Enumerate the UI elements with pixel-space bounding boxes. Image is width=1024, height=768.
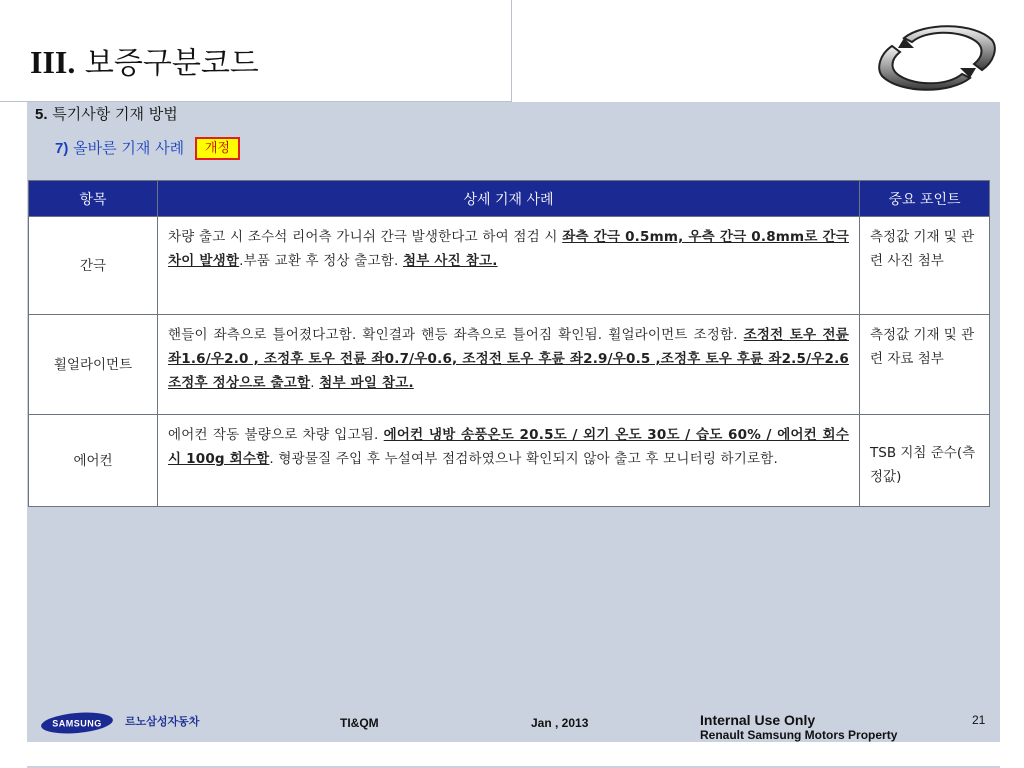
detail-emphasis: 조정전 토우 전륜 좌1.6/우2.0 , 조정후 토우 전륜 좌0.7/우0.6, 조정전 토우 후륜 좌2.9/우0.5 ,조정후 토우 후륜 좌2.5/우2.6 조정후 정상으로 출고함 [168,327,849,391]
detail-text: .부품 교환 후 정상 출고함. [239,253,403,269]
renault-samsung-emblem-icon [874,18,1000,98]
footer-dept: TI&QM [340,716,379,730]
detail-text: 핸들이 좌측으로 틀어졌다고함. 확인결과 핸등 좌측으로 틀어짐 확인됨. 휠얼라이먼트 조정함. [168,327,744,343]
table-row [29,415,990,507]
detail-emphasis: 에어컨 냉방 송풍온도 20.5도 / 외기 온도 30도 / 습도 60% / 에어컨 회수시 100g 회수함 [168,427,849,467]
title-text: 보증구분코드 [84,46,259,81]
detail-text: . [310,375,320,391]
subsection-number: 7) [55,140,69,157]
row-item: 에어컨 [29,415,158,507]
header-point: 중요 포인트 [860,181,990,217]
detail-emphasis: 첨부 파일 참고. [319,375,414,391]
detail-text: . 형광물질 주입 후 누설여부 점검하였으나 확인되지 않아 출고 후 모니터링 하기로함. [269,451,779,467]
row-detail [158,217,860,315]
footer-date: Jan , 2013 [531,716,589,730]
section-text: 특기사항 기재 방법 [52,105,178,123]
subsection-heading [55,137,240,160]
table-row [29,315,990,415]
samsung-logo [40,712,114,734]
title-box [0,0,512,102]
footer-company-ko: 르노삼성자동차 [125,715,200,728]
row-item: 간극 [29,217,158,315]
header-detail: 상세 기재 사례 [158,181,860,217]
row-item: 휠얼라이먼트 [29,315,158,415]
detail-emphasis: 좌측 간극 0.5mm, 우측 간극 0.8mm로 간극차이 발생함 [168,229,849,269]
revision-badge: 개정 [195,137,240,160]
header-item: 항목 [29,181,158,217]
detail-text: 차량 출고 시 조수석 리어측 가니쉬 간극 발생한다고 하여 점검 시 [168,229,563,245]
subsection-text: 올바른 기재 사례 [73,139,185,157]
row-point: 측정값 기재 및 관련 자료 첨부 [860,315,990,415]
footer-classification: Internal Use Only [700,712,816,728]
page-number: 21 [972,713,986,727]
detail-emphasis: 첨부 사진 참고. [402,253,498,269]
row-detail [158,415,860,507]
table-header-row [29,181,990,217]
section-heading [35,103,178,124]
examples-table [28,180,990,507]
row-point: 측정값 기재 및 관련 사진 첨부 [860,217,990,315]
detail-text: 에어컨 작동 불량으로 차량 입고됨. [168,427,384,443]
samsung-logo-text: SAMSUNG [52,718,102,729]
title-roman: III. [30,44,76,80]
page-title [30,38,259,82]
section-number: 5. [35,106,48,123]
row-detail [158,315,860,415]
footer-property: Renault Samsung Motors Property [700,728,898,742]
row-point: TSB 지침 준수(측정값) [860,415,990,507]
table-row [29,217,990,315]
